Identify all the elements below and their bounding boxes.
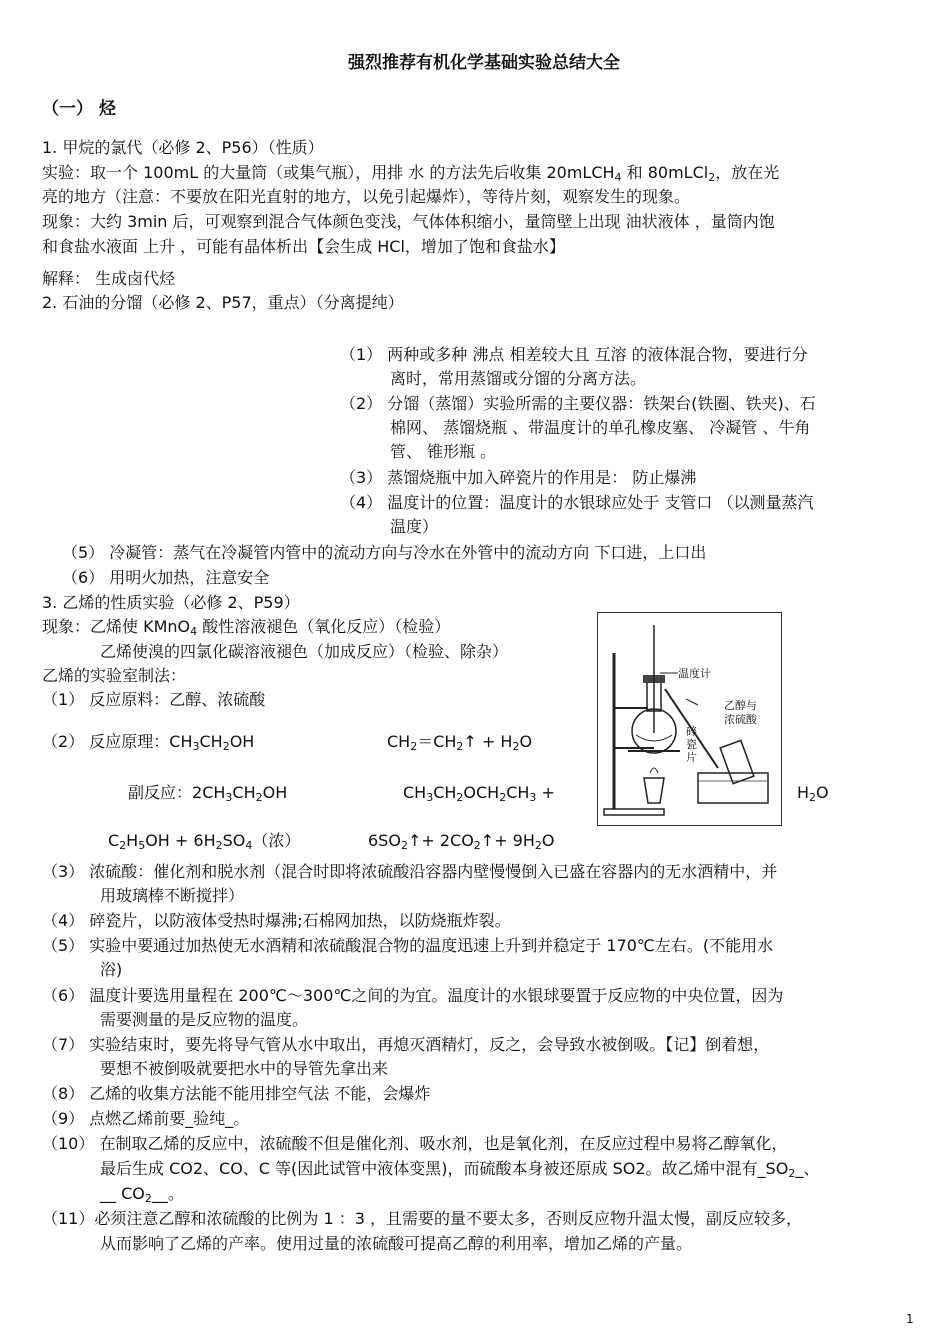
s3-oxidation: $C_2H_5OH + 6H_2SO_4$（浓） [108, 831, 301, 852]
label-chips-1: 碎 [686, 725, 697, 738]
s3-r2-product: $CH_2=CH_2↑ + H_2O$ [387, 732, 533, 753]
s2-heading: 2. 石油的分馏（必修 2、P57，重点）（分离提纯） [42, 293, 404, 312]
label-chips-3: 片 [686, 751, 697, 764]
page-number: 1 [906, 1312, 914, 1326]
s3-phenomenon1: 现象：乙烯使 KMnO$_4$ 酸性溶液褪色（氧化反应）（检验） [42, 617, 451, 638]
s3-prep-title: 乙烯的实验室制法： [42, 666, 187, 685]
s2-item1: （1） 两种或多种 沸点 相差较大且 互溶 的液体混合物，要进行分 [340, 345, 808, 364]
section-heading: （一） 烃 [42, 99, 116, 119]
s3-r4: （4） 碎瓷片，以防液体受热时爆沸;石棉网加热，以防烧瓶炸裂。 [42, 911, 511, 930]
s1-line3: 现象：大约 3min 后，可观察到混合气体颜色变浅，气体体积缩小，量筒壁上出现 油状液体 ，量筒内饱 [42, 212, 775, 231]
s3-r7: （7） 实验结束时，要先将导气管从水中取出，再熄灭酒精灯，反之，会导致水被倒吸。【记】倒着想， [42, 1035, 770, 1054]
ethylene-apparatus-figure [597, 612, 782, 826]
s3-phenomenon2: 乙烯使溴的四氯化碳溶液褪色（加成反应）（检验、除杂） [100, 642, 509, 661]
s3-r11: （11）必须注意乙醇和浓硫酸的比例为 1 ：3 ，且需要的量不要太多，否则反应物升温太慢，副反应较多， [42, 1209, 802, 1228]
s3-r5: （5） 实验中要通过加热使无水酒精和浓硫酸混合物的温度迅速上升到并稳定于 170℃左右。(不能用水 [42, 936, 774, 955]
label-thermometer: 温度计 [678, 667, 711, 680]
page-title: 强烈推荐有机化学基础实验总结大全 [348, 53, 620, 73]
s2-item2-cont2: 管、 锥形瓶 。 [390, 442, 497, 461]
s2-item5: （5） 冷凝管：蒸气在冷凝管内管中的流动方向与冷水在外管中的流动方向 下口进，上口出 [62, 543, 707, 562]
s1-line4: 和食盐水液面 上升 ，可能有晶体析出【会生成 HCl，增加了饱和食盐水】 [42, 237, 565, 256]
s2-item4-cont: 温度） [390, 517, 439, 536]
label-chips-2: 瓷 [686, 738, 697, 751]
s3-oxidation-product: $6SO_2↑+$ $2CO_2↑+ 9H_2O$ [368, 831, 555, 852]
apparatus-drawing [598, 613, 781, 825]
s3-side-product: $CH_3CH_2OCH_2CH_3$ + [403, 783, 555, 804]
s1-line1: 实验：取一个 100mL 的大量筒（或集气瓶），用排 水 的方法先后收集 20mLCH$_4$ 和 80mLCl$_2$，放在光 [42, 163, 780, 184]
s1-line5: 解释： 生成卤代烃 [42, 269, 176, 288]
s3-r6: （6） 温度计要选用量程在 200℃～300℃之间的为宜。温度计的水银球要置于反应物的中央位置，因为 [42, 986, 784, 1005]
s3-r3: （3） 浓硫酸：催化剂和脱水剂（混合时即将浓硫酸沿容器内壁慢慢倒入已盛在容器内的无水酒精中，并 [42, 862, 778, 881]
s3-side-water: $H_2O$ [797, 783, 829, 804]
s1-heading: 1. 甲烷的氯代（必修 2、P56）（性质） [42, 138, 324, 157]
s3-r3-cont: 用玻璃棒不断搅拌） [100, 886, 245, 905]
s2-item2-cont: 棉网、 蒸馏烧瓶 、带温度计的单孔橡皮塞、 冷凝管 、牛角 [390, 418, 811, 437]
s2-item2: （2） 分馏（蒸馏）实验所需的主要仪器：铁架台(铁圈、铁夹)、石 [340, 394, 816, 413]
s3-r7-cont: 要想不被倒吸就要把水中的导管先拿出来 [100, 1059, 389, 1078]
s3-r8: （8） 乙烯的收集方法能不能用排空气法 不能，会爆炸 [42, 1084, 431, 1103]
s3-r11-cont: 从而影响了乙烯的产率。使用过量的浓硫酸可提高乙醇的利用率，增加乙烯的产量。 [100, 1234, 693, 1253]
s2-item4: （4） 温度计的位置：温度计的水银球应处于 支管口 （以测量蒸汽 [340, 493, 814, 512]
s3-r5-cont: 浴) [100, 960, 123, 979]
label-mix-line1: 乙醇与 [724, 699, 757, 712]
s2-item6: （6） 用明火加热，注意安全 [62, 568, 270, 587]
s3-r10: （10） 在制取乙烯的反应中，浓硫酸不但是催化剂、吸水剂，也是氧化剂，在反应过程中易将乙醇氧化， [42, 1134, 788, 1153]
s3-side-reaction: 副反应：$2CH_3CH_2OH$ [128, 783, 288, 804]
s3-r1: （1） 反应原料：乙醇、浓硫酸 [42, 690, 266, 709]
s2-item1-cont: 离时，常用蒸馏或分馏的分离方法。 [390, 369, 647, 388]
s3-r6-cont: 需要测量的是反应物的温度。 [100, 1010, 309, 1029]
s3-r10-cont2: __ $CO_2\_\_$。 [100, 1184, 184, 1205]
label-mix-line2: 浓硫酸 [724, 713, 757, 726]
s3-r9: （9） 点燃乙烯前要_验纯_。 [42, 1109, 250, 1128]
s3-r10-cont: 最后生成 CO2、CO、C 等(因此试管中液体变黑)，而硫酸本身被还原成 SO2。故乙烯中混有$\_SO_2\_$、 [100, 1159, 820, 1180]
s3-heading: 3. 乙烯的性质实验（必修 2、P59） [42, 593, 300, 612]
s2-item3: （3） 蒸馏烧瓶中加入碎瓷片的作用是： 防止爆沸 [340, 468, 697, 487]
s1-line2: 亮的地方（注意：不要放在阳光直射的地方，以免引起爆炸），等待片刻，观察发生的现象。 [42, 187, 691, 206]
s3-r2: （2） 反应原理：$CH_3CH_2OH$ [42, 732, 255, 753]
